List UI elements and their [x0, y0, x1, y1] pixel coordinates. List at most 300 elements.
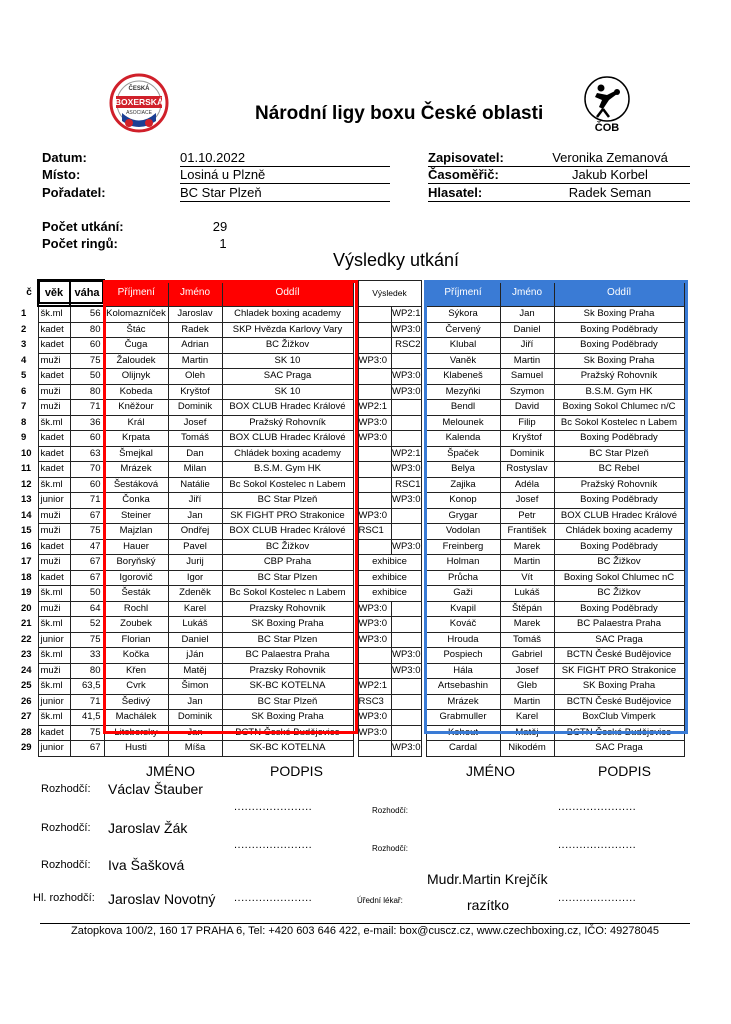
- blue-surname: Hrouda: [426, 632, 500, 648]
- bout-number: 3: [21, 339, 27, 350]
- col-header-c: č: [26, 286, 32, 298]
- result-blue: WP2:1: [391, 446, 421, 462]
- weight: 75: [70, 524, 104, 540]
- red-firstname: Oleh: [168, 369, 222, 385]
- red-club: BC Star Plzeň: [222, 493, 353, 509]
- blue-club: Boxing Sokol Chlumec n/C: [554, 400, 684, 416]
- weight: 63: [70, 446, 104, 462]
- casomeric-underline: [428, 183, 690, 184]
- weight: 75: [70, 353, 104, 369]
- blue-surname: Červený: [426, 322, 500, 338]
- weight: 71: [70, 694, 104, 710]
- red-club: BC Žižkov: [222, 338, 353, 354]
- blue-surname: Cardal: [426, 741, 500, 757]
- hlasatel-value: Radek Seman: [568, 185, 652, 200]
- red-surname: Krpata: [104, 431, 168, 447]
- bout-number: 15: [21, 525, 32, 536]
- red-club: Bc Sokol Kostelec n Labem: [222, 586, 353, 602]
- hlasatel-underline: [428, 201, 690, 202]
- age-category: muži: [38, 524, 70, 540]
- bout-number: 10: [21, 447, 32, 459]
- result-red: [358, 462, 391, 478]
- result-red: RSC1: [358, 524, 391, 540]
- blue-firstname: Martin: [500, 694, 554, 710]
- weight: 67: [70, 570, 104, 586]
- result-red: [358, 663, 391, 679]
- rozhodci-label-3: Rozhodčí:: [41, 859, 91, 871]
- age-category: kadet: [38, 725, 70, 741]
- weight: 60: [70, 338, 104, 354]
- bout-number: 7: [21, 401, 27, 412]
- result-red: [358, 338, 391, 354]
- table-row: [21, 632, 684, 648]
- blue-surname: Freinberg: [426, 539, 500, 555]
- blue-club: SAC Praga: [554, 741, 684, 757]
- table-row: [21, 570, 684, 586]
- age-category: kadet: [38, 431, 70, 447]
- bout-number: 17: [21, 556, 32, 567]
- red-surname: Olijnyk: [104, 369, 168, 385]
- bout-number: 20: [21, 602, 32, 614]
- red-surname: Litoborsky: [104, 725, 168, 741]
- blue-surname: Mezyňki: [426, 384, 500, 400]
- table-row: [21, 477, 684, 493]
- red-firstname: Míša: [168, 741, 222, 757]
- red-surname: Kobeda: [104, 384, 168, 400]
- pocet-utkani-value: 29: [212, 219, 228, 234]
- bout-number: 14: [21, 509, 32, 521]
- result-red: [358, 493, 391, 509]
- red-club: SKP Hvězda Karlovy Vary: [222, 322, 353, 338]
- bout-number: 11: [21, 463, 32, 474]
- blue-firstname: Karel: [500, 710, 554, 726]
- logo-text-top: ČESKÁ: [128, 86, 150, 92]
- logo-text-bottom: ASOCIACE: [126, 110, 152, 116]
- blue-firstname: Daniel: [500, 322, 554, 338]
- blue-surname: Kalenda: [426, 431, 500, 447]
- footer-divider: [40, 923, 690, 924]
- blue-club: BC Rebel: [554, 462, 684, 478]
- jmeno-header-left: JMÉNO: [146, 763, 195, 779]
- uredni-lekar-label: Úřední lékař:: [357, 896, 403, 905]
- weight: 80: [70, 384, 104, 400]
- red-firstname: Kryštof: [168, 384, 222, 400]
- footer-contact: Zatopkova 100/2, 160 17 PRAHA 6, Tel: +420 603 646 422, e-mail: box@cuscz.cz, www.czechboxing.cz, IČO: 49278045: [71, 925, 659, 937]
- blue-firstname: Martin: [500, 555, 554, 571]
- blue-surname: Klabeneš: [426, 369, 500, 385]
- table-row: [21, 400, 684, 416]
- cob-logo-text: ČOB: [594, 122, 620, 134]
- red-firstname: Adrian: [168, 338, 222, 354]
- bout-number: 25: [21, 680, 32, 691]
- blue-surname: Špaček: [426, 446, 500, 462]
- age-category: muži: [38, 601, 70, 617]
- blue-firstname: Martin: [500, 353, 554, 369]
- result-red: [358, 539, 391, 555]
- blue-club: Chládek boxing academy: [554, 524, 684, 540]
- misto-underline: [180, 183, 390, 184]
- misto-value: Losiná u Plzně: [180, 167, 266, 182]
- blue-firstname: Marek: [500, 617, 554, 633]
- age-category: muži: [38, 663, 70, 679]
- red-surname: Čonka: [104, 493, 168, 509]
- red-club: BCTN České Budějovice: [222, 725, 353, 741]
- age-category: šk.ml: [38, 617, 70, 633]
- age-category: junior: [38, 632, 70, 648]
- col-header-vaha: váha: [70, 280, 104, 306]
- misto-label: Místo:: [42, 167, 81, 182]
- result-blue: WP3:0: [391, 462, 421, 478]
- result-red: [358, 322, 391, 338]
- blue-surname: Grabmuller: [426, 710, 500, 726]
- table-row: [21, 338, 684, 354]
- red-surname: Čuga: [104, 338, 168, 354]
- blue-firstname: Jiří: [500, 338, 554, 354]
- result-exhibition: exhibice: [358, 586, 421, 602]
- blue-firstname: Jan: [500, 306, 554, 322]
- blue-surname: Artsebashin: [426, 679, 500, 695]
- result-red: [358, 477, 391, 493]
- table-row: [21, 508, 684, 524]
- age-category: muži: [38, 400, 70, 416]
- blue-club: Boxing Poděbrady: [554, 338, 684, 354]
- results-table: [21, 279, 685, 757]
- weight: 52: [70, 617, 104, 633]
- table-row: [21, 524, 684, 540]
- age-category: šk.ml: [38, 415, 70, 431]
- blue-surname: Konop: [426, 493, 500, 509]
- result-blue: WP3:0: [391, 741, 421, 757]
- result-blue: WP3:0: [391, 493, 421, 509]
- col-header-vek: věk: [38, 280, 70, 306]
- red-surname: Kolomazníček: [104, 306, 168, 322]
- result-blue: WP3:0: [391, 384, 421, 400]
- poradatel-value: BC Star Plzeň: [180, 185, 262, 200]
- signature-line-1: ......................: [234, 801, 313, 813]
- result-blue: [391, 679, 421, 695]
- podpis-header-left: PODPIS: [270, 763, 323, 779]
- zapisovatel-label: Zapisovatel:: [428, 150, 504, 165]
- red-surname: Machálek: [104, 710, 168, 726]
- blue-surname: Průcha: [426, 570, 500, 586]
- blue-firstname: Gleb: [500, 679, 554, 695]
- red-club: Prazsky Rohovnik: [222, 601, 353, 617]
- result-red: [358, 741, 391, 757]
- red-club: SK Boxing Praha: [222, 710, 353, 726]
- red-club: SK 10: [222, 353, 353, 369]
- result-exhibition: exhibice: [358, 570, 421, 586]
- weight: 64: [70, 601, 104, 617]
- blue-firstname: Vít: [500, 570, 554, 586]
- age-category: muži: [38, 555, 70, 571]
- red-firstname: Jiří: [168, 493, 222, 509]
- red-firstname: Pavel: [168, 539, 222, 555]
- blue-surname: Kvapil: [426, 601, 500, 617]
- page-title: Národní ligy boxu České oblasti: [255, 103, 544, 124]
- blue-firstname: Matěj: [500, 725, 554, 741]
- razitko-label: razítko: [467, 897, 510, 913]
- table-row: [21, 322, 684, 338]
- age-category: kadet: [38, 539, 70, 555]
- result-blue: [391, 431, 421, 447]
- red-surname: Igorovič: [104, 570, 168, 586]
- rozhodci-small-label-2: Rozhodčí:: [372, 844, 409, 853]
- age-category: junior: [38, 493, 70, 509]
- weight: 70: [70, 462, 104, 478]
- red-firstname: jJán: [168, 648, 222, 664]
- weight: 67: [70, 555, 104, 571]
- red-surname: Steiner: [104, 508, 168, 524]
- result-blue: [391, 725, 421, 741]
- result-blue: WP3:0: [391, 663, 421, 679]
- red-club: Prazsky Rohovnik: [222, 663, 353, 679]
- blue-firstname: František: [500, 524, 554, 540]
- result-red: [358, 369, 391, 385]
- result-red: WP3:0: [358, 710, 391, 726]
- weight: 67: [70, 508, 104, 524]
- table-row: [21, 353, 684, 369]
- result-red: WP3:0: [358, 353, 391, 369]
- result-blue: [391, 694, 421, 710]
- red-firstname: Igor: [168, 570, 222, 586]
- red-firstname: Jurij: [168, 555, 222, 571]
- table-row: [21, 648, 684, 664]
- blue-firstname: Lukáš: [500, 586, 554, 602]
- result-blue: [391, 617, 421, 633]
- rozhodci-name-2: Jaroslav Žák: [108, 820, 188, 836]
- result-blue: WP3:0: [391, 322, 421, 338]
- blue-club: Boxing Poděbrady: [554, 539, 684, 555]
- weight: 67: [70, 741, 104, 757]
- blue-surname: Melounek: [426, 415, 500, 431]
- age-category: junior: [38, 694, 70, 710]
- casomeric-label: Časoměřič:: [428, 167, 499, 182]
- result-red: [358, 306, 391, 322]
- weight: 80: [70, 663, 104, 679]
- signature-line-right-3: ......................: [558, 892, 637, 904]
- table-row: [21, 586, 684, 602]
- weight: 71: [70, 493, 104, 509]
- red-firstname: Milan: [168, 462, 222, 478]
- rozhodci-label-1: Rozhodčí:: [41, 783, 91, 795]
- red-club: Bc Sokol Kostelec n Labem: [222, 477, 353, 493]
- red-surname: Zoubek: [104, 617, 168, 633]
- red-club: SK-BC KOTELNA: [222, 679, 353, 695]
- podpis-header-right: PODPIS: [598, 763, 651, 779]
- red-surname: Žaloudek: [104, 353, 168, 369]
- col-header-blue-jmeno: Jméno: [500, 280, 554, 306]
- blue-club: SK FIGHT PRO Strakonice: [554, 663, 684, 679]
- bout-number: 12: [21, 478, 32, 490]
- red-firstname: Zdeněk: [168, 586, 222, 602]
- weight: 56: [70, 306, 104, 322]
- result-red: WP3:0: [358, 725, 391, 741]
- red-firstname: Šimon: [168, 679, 222, 695]
- blue-surname: Klubal: [426, 338, 500, 354]
- rozhodci-name-1: Václav Štauber: [108, 781, 203, 797]
- result-blue: WP2:1: [391, 306, 421, 322]
- col-header-red-oddil: Oddíl: [222, 280, 353, 306]
- logo-text-main: BOXERSKÁ: [114, 97, 164, 107]
- hl-rozhodci-name: Jaroslav Novotný: [108, 891, 216, 907]
- blue-surname: Pospiech: [426, 648, 500, 664]
- signature-line-3: ......................: [234, 892, 313, 904]
- blue-surname: Vaněk: [426, 353, 500, 369]
- datum-label: Datum:: [42, 150, 87, 165]
- bout-number: 6: [21, 385, 27, 397]
- table-row: [21, 725, 684, 741]
- result-red: RSC3: [358, 694, 391, 710]
- table-row: [21, 415, 684, 431]
- blue-firstname: Filip: [500, 415, 554, 431]
- age-category: šk.ml: [38, 679, 70, 695]
- red-surname: Mrázek: [104, 462, 168, 478]
- blue-club: BCTN České Budějovice: [554, 725, 684, 741]
- age-category: muži: [38, 384, 70, 400]
- signature-line-right-1: ......................: [558, 801, 637, 813]
- blue-club: Boxing Poděbrady: [554, 431, 684, 447]
- age-category: šk.ml: [38, 710, 70, 726]
- result-red: [358, 648, 391, 664]
- blue-firstname: Kryštof: [500, 431, 554, 447]
- red-club: BC Palaestra Praha: [222, 648, 353, 664]
- red-club: SK Boxing Praha: [222, 617, 353, 633]
- blue-surname: Holman: [426, 555, 500, 571]
- bout-number: 5: [21, 370, 27, 381]
- bout-number: 16: [21, 540, 32, 552]
- red-firstname: Jan: [168, 725, 222, 741]
- result-blue: [391, 508, 421, 524]
- result-blue: [391, 601, 421, 617]
- age-category: kadet: [38, 369, 70, 385]
- result-blue: RSC1: [391, 477, 421, 493]
- red-surname: Křen: [104, 663, 168, 679]
- table-row: [21, 555, 684, 571]
- bout-number: 8: [21, 416, 27, 428]
- casomeric-value: Jakub Korbel: [572, 167, 648, 182]
- table-row: [21, 384, 684, 400]
- red-firstname: Daniel: [168, 632, 222, 648]
- table-row: [21, 710, 684, 726]
- blue-club: BoxClub Vimperk: [554, 710, 684, 726]
- blue-club: Boxing Poděbrady: [554, 322, 684, 338]
- table-row: [21, 694, 684, 710]
- result-red: WP2:1: [358, 400, 391, 416]
- weight: 50: [70, 586, 104, 602]
- red-firstname: Dan: [168, 446, 222, 462]
- blue-club: BCTN České Budějovice: [554, 694, 684, 710]
- red-club: BC Star Plzen: [222, 632, 353, 648]
- result-red: [358, 446, 391, 462]
- table-row: [21, 462, 684, 478]
- red-firstname: Josef: [168, 415, 222, 431]
- bout-number: 24: [21, 664, 32, 676]
- pocet-ringu-label: Počet ringů:: [42, 236, 118, 251]
- red-club: SK-BC KOTELNA: [222, 741, 353, 757]
- blue-surname: Hála: [426, 663, 500, 679]
- datum-value: 01.10.2022: [180, 150, 246, 165]
- age-category: šk.ml: [38, 306, 70, 322]
- age-category: junior: [38, 741, 70, 757]
- weight: 63,5: [70, 679, 104, 695]
- blue-firstname: Josef: [500, 663, 554, 679]
- bout-number: 27: [21, 711, 32, 722]
- result-red: [358, 384, 391, 400]
- red-firstname: Lukáš: [168, 617, 222, 633]
- blue-firstname: Rostyslav: [500, 462, 554, 478]
- blue-club: Pražský Rohovník: [554, 477, 684, 493]
- red-club: SAC Praga: [222, 369, 353, 385]
- blue-club: Pražský Rohovník: [554, 369, 684, 385]
- red-firstname: Jan: [168, 694, 222, 710]
- red-firstname: Karel: [168, 601, 222, 617]
- red-firstname: Martin: [168, 353, 222, 369]
- red-surname: Florian: [104, 632, 168, 648]
- blue-club: Sk Boxing Praha: [554, 306, 684, 322]
- red-surname: Král: [104, 415, 168, 431]
- table-row: [21, 493, 684, 509]
- blue-surname: Kováč: [426, 617, 500, 633]
- red-firstname: Ondřej: [168, 524, 222, 540]
- pocet-utkani-label: Počet utkání:: [42, 219, 124, 234]
- bout-number: 1: [21, 307, 27, 319]
- blue-club: BC Star Plzeň: [554, 446, 684, 462]
- blue-surname: Zajika: [426, 477, 500, 493]
- red-surname: Kočka: [104, 648, 168, 664]
- result-blue: [391, 524, 421, 540]
- weight: 33: [70, 648, 104, 664]
- red-surname: Rochl: [104, 601, 168, 617]
- red-club: Pražský Rohovník: [222, 415, 353, 431]
- red-club: BC Žižkov: [222, 539, 353, 555]
- blue-surname: Grygar: [426, 508, 500, 524]
- rozhodci-name-3: Iva Šašková: [108, 857, 185, 873]
- age-category: muži: [38, 508, 70, 524]
- result-red: WP3:0: [358, 431, 391, 447]
- blue-surname: Belya: [426, 462, 500, 478]
- weight: 71: [70, 400, 104, 416]
- rozhodci-label-2: Rozhodčí:: [41, 822, 91, 834]
- result-blue: [391, 710, 421, 726]
- blue-firstname: Josef: [500, 493, 554, 509]
- age-category: kadet: [38, 570, 70, 586]
- blue-firstname: Szymon: [500, 384, 554, 400]
- bout-number: 9: [21, 432, 27, 443]
- zapisovatel-value: Veronika Zemanová: [552, 150, 668, 165]
- weight: 47: [70, 539, 104, 555]
- blue-firstname: Samuel: [500, 369, 554, 385]
- blue-club: Boxing Poděbrady: [554, 493, 684, 509]
- result-exhibition: exhibice: [358, 555, 421, 571]
- weight: 80: [70, 322, 104, 338]
- red-surname: Šedivý: [104, 694, 168, 710]
- blue-surname: Mrázek: [426, 694, 500, 710]
- blue-firstname: Petr: [500, 508, 554, 524]
- result-blue: RSC2: [391, 338, 421, 354]
- blue-surname: Bendl: [426, 400, 500, 416]
- red-club: SK 10: [222, 384, 353, 400]
- red-club: SK FIGHT PRO Strakonice: [222, 508, 353, 524]
- blue-firstname: Štěpán: [500, 601, 554, 617]
- weight: 60: [70, 477, 104, 493]
- result-blue: [391, 400, 421, 416]
- bout-number: 18: [21, 571, 32, 583]
- red-club: Chládek boxing academy: [222, 446, 353, 462]
- red-firstname: Dominik: [168, 400, 222, 416]
- poradatel-underline: [180, 201, 390, 202]
- red-club: BOX CLUB Hradec Králové: [222, 431, 353, 447]
- table-row: [21, 617, 684, 633]
